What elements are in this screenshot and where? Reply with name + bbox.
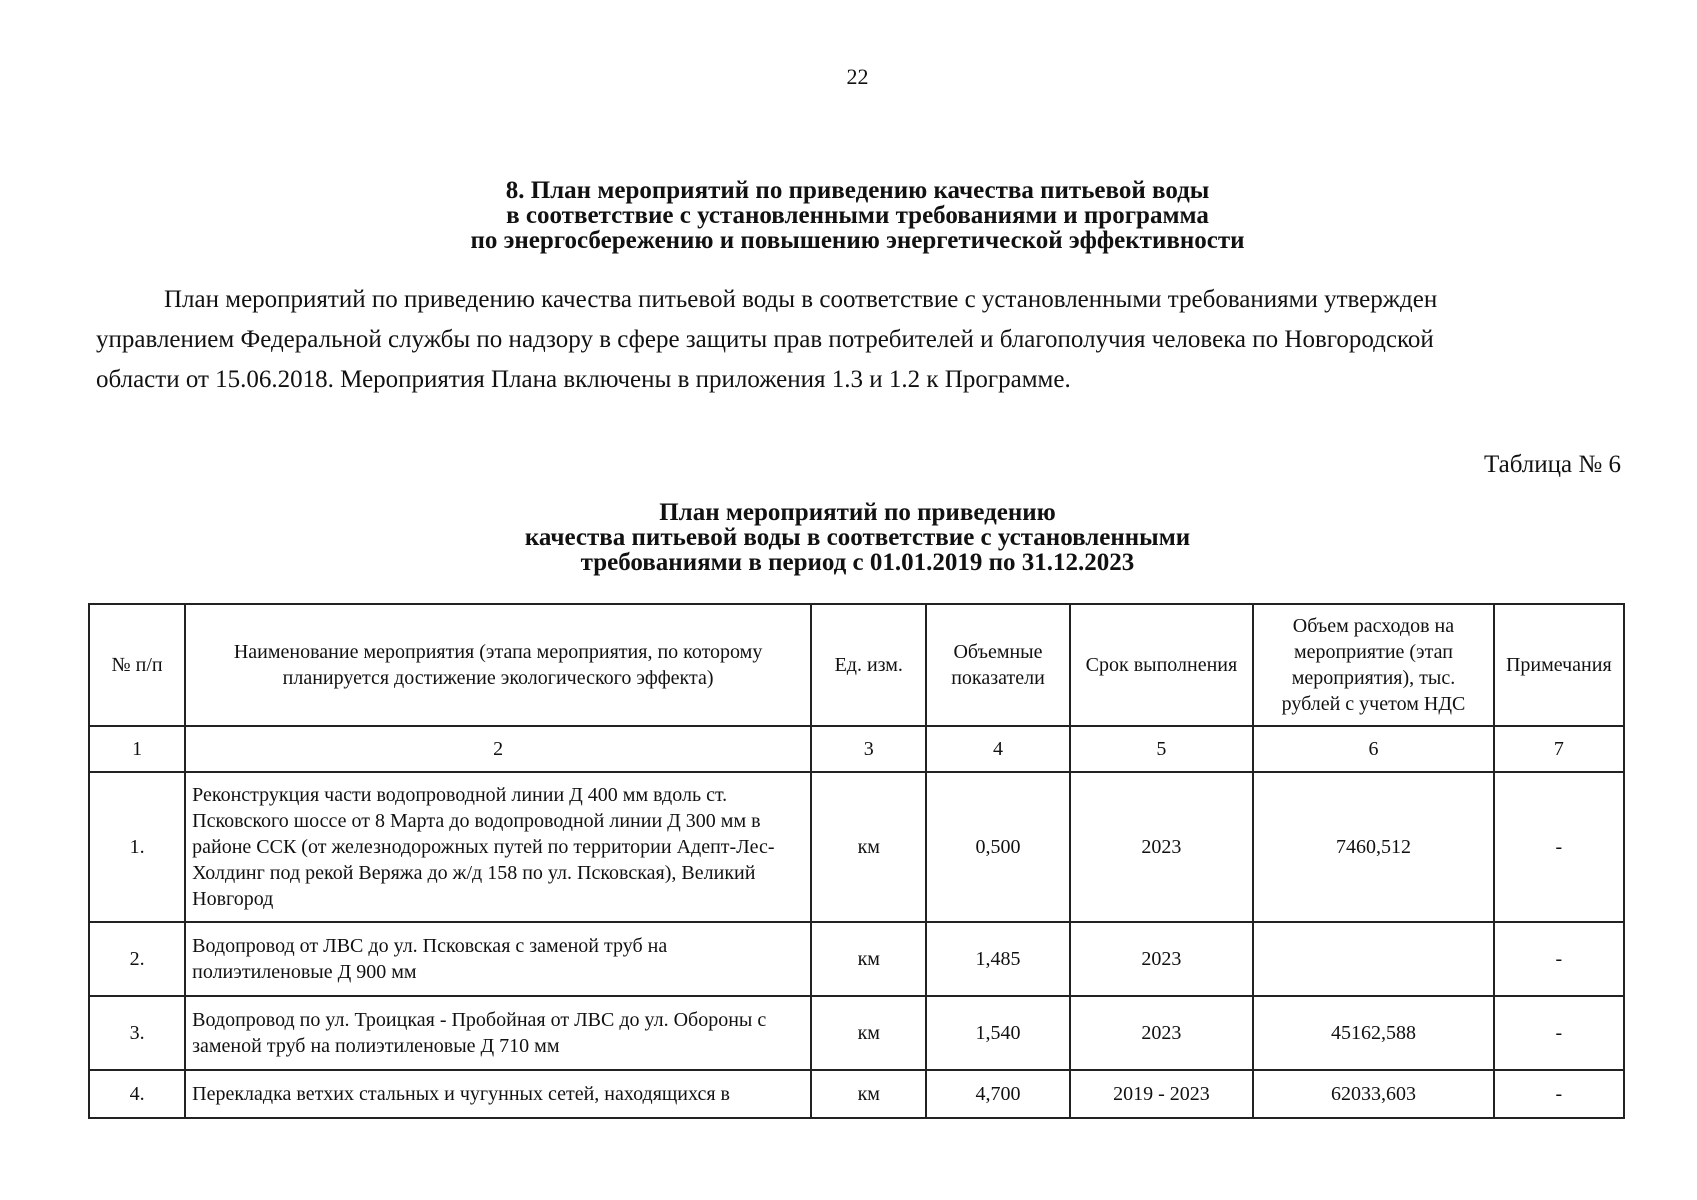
- row-number: 2.: [89, 922, 185, 996]
- column-number: 4: [926, 726, 1069, 772]
- column-number: 7: [1494, 726, 1624, 772]
- measure-name: Реконструкция части водопроводной линии Д 400 мм вдоль ст. Псковского шоссе от 8 Марта до водопроводной линии Д 300 мм в районе ССК (от железнодорожных путей по территории Адепт-Лес-Холдинг под рекой Веряжа до ж/д 158 по ул. Псковская), Великий Новгород: [185, 772, 811, 922]
- volume: 0,500: [926, 772, 1069, 922]
- table-row: [89, 772, 1624, 922]
- term: 2023: [1070, 772, 1254, 922]
- header-cell: Ед. изм.: [811, 604, 926, 726]
- measure-name: Водопровод от ЛВС до ул. Псковская с заменой труб на полиэтиленовые Д 900 мм: [185, 922, 811, 996]
- volume: 4,700: [926, 1070, 1069, 1118]
- column-number-row: [89, 726, 1624, 772]
- page-number: 22: [846, 64, 869, 89]
- header-cell: Объем расходов на мероприятие (этап мероприятия), тыс. рублей с учетом НДС: [1253, 604, 1493, 726]
- section-title-line: в соответствие с установленными требованиями и программа: [506, 202, 1209, 229]
- column-number: 3: [811, 726, 926, 772]
- table-header-row: [89, 604, 1624, 726]
- table-row: [89, 996, 1624, 1070]
- row-number: 4.: [89, 1070, 185, 1118]
- unit: км: [811, 1070, 926, 1118]
- unit: км: [811, 772, 926, 922]
- row-number: 1.: [89, 772, 185, 922]
- header-cell: Срок выполнения: [1070, 604, 1254, 726]
- header-cell: Наименование мероприятия (этапа мероприятия, по которому планируется достижение экологического эффекта): [185, 604, 811, 726]
- cost: 62033,603: [1253, 1070, 1493, 1118]
- cost: [1253, 922, 1493, 996]
- term: 2023: [1070, 996, 1254, 1070]
- section-title-line: по энергосбережению и повышению энергетической эффективности: [470, 227, 1245, 254]
- table-title-line: качества питьевой воды в соответствие с установленными: [524, 524, 1191, 551]
- note: -: [1494, 922, 1624, 996]
- measure-name: Перекладка ветхих стальных и чугунных сетей, находящихся в: [185, 1070, 811, 1118]
- note: -: [1494, 772, 1624, 922]
- column-number: 2: [185, 726, 811, 772]
- section-title: [0, 178, 1697, 253]
- table-row: [89, 1070, 1624, 1118]
- volume: 1,540: [926, 996, 1069, 1070]
- header-cell: № п/п: [89, 604, 185, 726]
- measures-table: [88, 603, 1625, 1119]
- intro-paragraph: [96, 280, 1620, 400]
- intro-line: управлением Федеральной службы по надзору в сфере защиты прав потребителей и благополучия человека по Новгородской: [96, 326, 1434, 353]
- cost: 7460,512: [1253, 772, 1493, 922]
- volume: 1,485: [926, 922, 1069, 996]
- header-cell: Объемные показатели: [926, 604, 1069, 726]
- row-number: 3.: [89, 996, 185, 1070]
- table-title-line: План мероприятий по приведению: [659, 499, 1056, 526]
- section-title-line: 8. План мероприятий по приведению качества питьевой воды: [505, 177, 1210, 204]
- term: 2023: [1070, 922, 1254, 996]
- column-number: 6: [1253, 726, 1493, 772]
- measure-name: Водопровод по ул. Троицкая - Пробойная от ЛВС до ул. Обороны с заменой труб на полиэтиленовые Д 710 мм: [185, 996, 811, 1070]
- unit: км: [811, 922, 926, 996]
- header-cell: Примечания: [1494, 604, 1624, 726]
- table-label: Таблица № 6: [1483, 451, 1621, 478]
- cost: 45162,588: [1253, 996, 1493, 1070]
- intro-line: План мероприятий по приведению качества питьевой воды в соответствие с установленными требованиями утвержден: [164, 286, 1438, 313]
- column-number: 5: [1070, 726, 1254, 772]
- note: -: [1494, 996, 1624, 1070]
- column-number: 1: [89, 726, 185, 772]
- intro-line: области от 15.06.2018. Мероприятия Плана включены в приложения 1.3 и 1.2 к Программе.: [96, 366, 1071, 393]
- term: 2019 - 2023: [1070, 1070, 1254, 1118]
- table-title: [0, 500, 1697, 575]
- table-row: [89, 922, 1624, 996]
- table-title-line: требованиями в период с 01.01.2019 по 31.12.2023: [580, 549, 1135, 576]
- note: -: [1494, 1070, 1624, 1118]
- unit: км: [811, 996, 926, 1070]
